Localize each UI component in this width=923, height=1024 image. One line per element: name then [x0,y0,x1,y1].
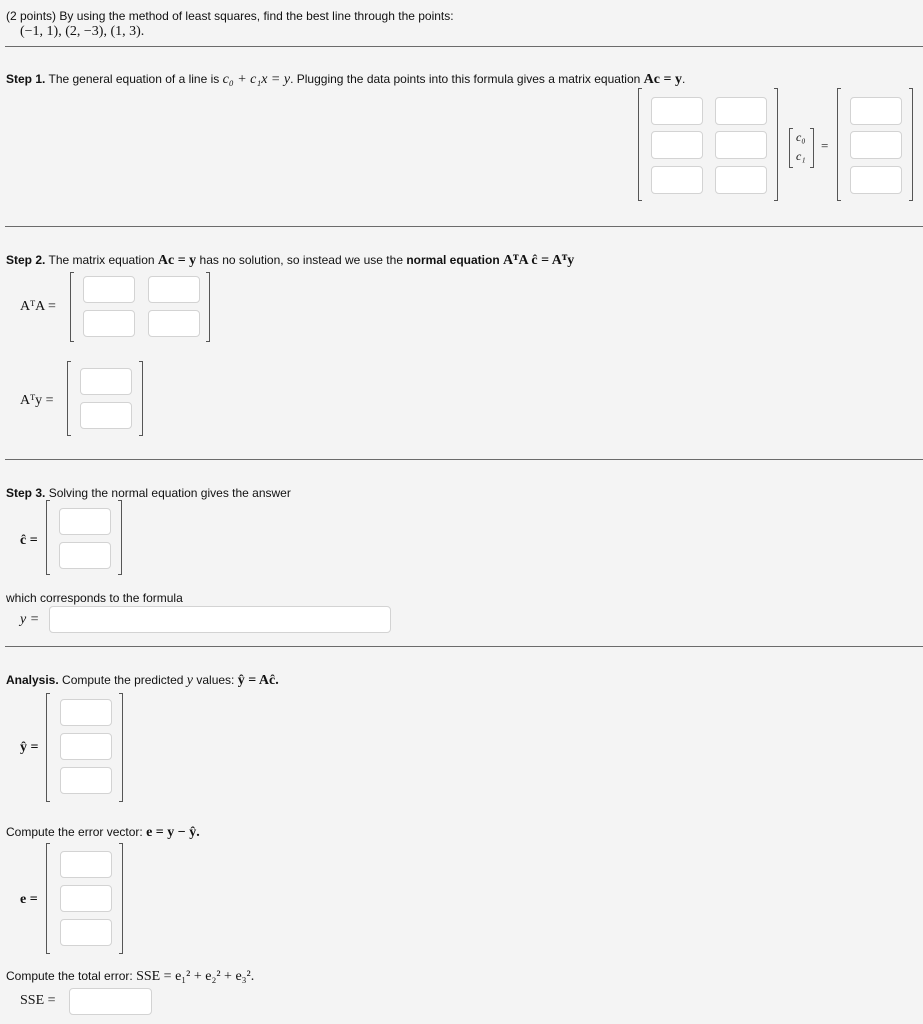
aty-label: Aᵀy = [20,393,54,408]
matrix-a-left-bracket [638,88,642,201]
step2-text-a: The matrix equation [48,253,158,267]
e-left-bracket [46,843,50,954]
c1-label: c₁ [796,149,806,163]
chat-label: ĉ = [20,533,38,548]
y-formula-input[interactable] [49,606,391,633]
sse-input[interactable] [69,988,152,1015]
e3-input[interactable] [60,919,112,946]
divider [5,46,923,47]
error-eq: e = y − ŷ. [146,825,200,840]
error-text [6,825,200,841]
a22-input[interactable] [715,131,767,159]
a32-input[interactable] [715,166,767,194]
step1-equation: c₀ + c₁x = y [222,72,291,87]
analysis-text-b: values: [193,673,238,687]
step1-matrix-eq: Ac = y [643,72,682,87]
yhat-label: ŷ = [20,740,39,755]
a21-input[interactable] [651,131,703,159]
ata11-input[interactable] [83,276,135,303]
normal-equation-term: normal equation [406,253,500,267]
step2-eq2: AᵀA ĉ = Aᵀy [503,253,575,268]
vector-y-right-bracket [909,88,913,201]
a11-input[interactable] [651,97,703,125]
ata21-input[interactable] [83,310,135,337]
aty2-input[interactable] [80,402,132,429]
step3-text [6,486,291,500]
y2-input[interactable] [850,131,902,159]
formula-text: which corresponds to the formula [6,591,183,605]
divider [5,646,923,647]
step2-text [6,253,574,269]
analysis-eq: ŷ = Aĉ. [237,673,279,688]
vector-y-left-bracket [837,88,841,201]
step1-text [6,72,685,88]
aty1-input[interactable] [80,368,132,395]
vector-c-left-bracket [789,128,793,168]
problem-points: (−1, 1), (2, −3), (1, 3). [20,24,145,39]
chat-right-bracket [118,500,122,575]
divider [5,226,923,227]
chat1-input[interactable] [59,508,111,535]
y1-input[interactable] [850,97,902,125]
e1-input[interactable] [60,851,112,878]
step3-label: Step 3. [6,486,46,500]
e-label: e = [20,892,38,907]
step1-period: . [681,72,686,86]
divider [5,459,923,460]
chat-left-bracket [46,500,50,575]
yhat1-input[interactable] [60,699,112,726]
chat2-input[interactable] [59,542,111,569]
ata22-input[interactable] [148,310,200,337]
ata12-input[interactable] [148,276,200,303]
sse-text [6,969,254,985]
problem-prefix: (2 points) By using the method of least squares, find the best line through the points: [6,9,454,23]
step2-eq1: Ac = y [157,253,197,268]
y3-input[interactable] [850,166,902,194]
yhat-right-bracket [119,693,123,802]
yhat-left-bracket [46,693,50,802]
step3-description: Solving the normal equation gives the answer [48,486,291,500]
sse-eq: SSE = e₁² + e₂² + e₃². [136,969,255,984]
step1-label: Step 1. [6,72,46,86]
a12-input[interactable] [715,97,767,125]
analysis-y-var: y [186,673,194,688]
step1-text-a: The general equation of a line is [48,72,223,86]
sse-text-a: Compute the total error: [6,969,137,983]
ata-label: AᵀA = [20,299,56,314]
step1-text-b: . Plugging the data points into this formula gives a matrix equation [290,72,644,86]
ata-right-bracket [206,272,210,342]
step2-label: Step 2. [6,253,46,267]
equals-sign: = [821,138,829,153]
error-text-a: Compute the error vector: [6,825,147,839]
a31-input[interactable] [651,166,703,194]
aty-left-bracket [67,361,71,436]
yhat2-input[interactable] [60,733,112,760]
ata-left-bracket [70,272,74,342]
aty-right-bracket [139,361,143,436]
analysis-text-a: Compute the predicted [62,673,187,687]
analysis-label: Analysis. [6,673,59,687]
y-formula-label: y = [20,612,40,627]
yhat3-input[interactable] [60,767,112,794]
e2-input[interactable] [60,885,112,912]
c0-label: c₀ [796,130,806,144]
analysis-text [6,673,279,689]
matrix-a-right-bracket [774,88,778,201]
sse-label: SSE = [20,993,56,1008]
e-right-bracket [119,843,123,954]
step2-text-b: has no solution, so instead we use the [196,253,407,267]
vector-c-right-bracket [810,128,814,168]
